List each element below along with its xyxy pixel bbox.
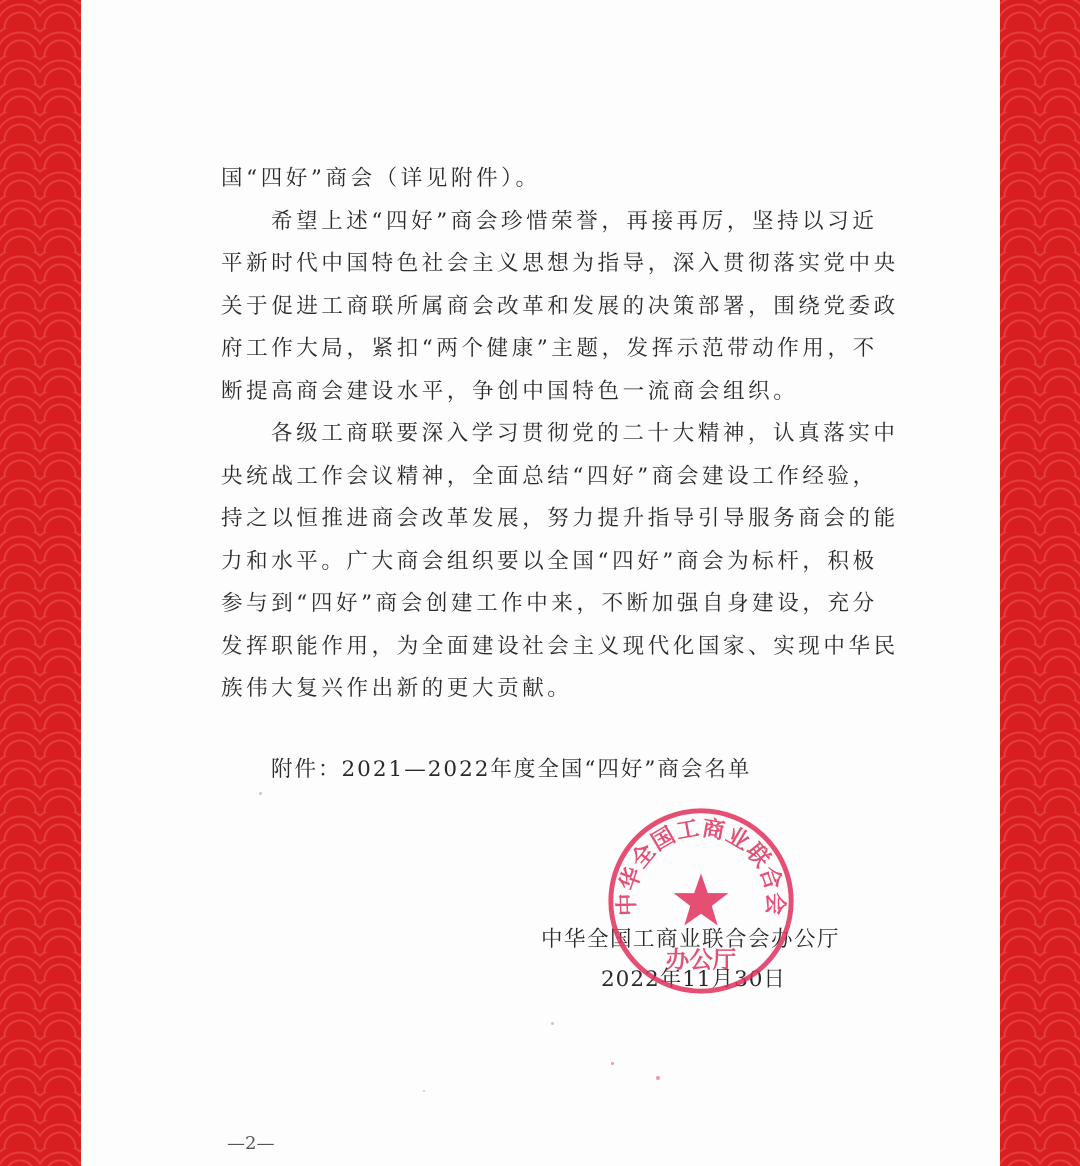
scan-speck [656,1076,660,1080]
paragraph-2-line-4: 府工作大局，紧扣“两个健康”主题，发挥示范带动作用，不 [221,336,878,361]
scan-speck [259,792,262,795]
paragraph-3-line-6: 发挥职能作用，为全面建设社会主义现代化国家、实现中华民 [221,633,899,659]
issue-date: 2022年11月30日 [601,967,786,992]
left-red-border [0,0,81,1166]
right-red-border [1000,0,1080,1166]
paragraph-2-line-2: 平新时代中国特色社会主义思想为指导，深入贯彻落实党中央 [221,251,899,276]
document-page [81,0,1000,1166]
paragraph-1-line-1: 国“四好”商会（详见附件）。 [221,166,541,191]
seal-ring-text: 中华全国工商业联合会 [614,815,788,917]
official-seal-stamp [603,803,799,999]
scan-speck [423,1090,425,1092]
page-number: —2— [227,1133,275,1154]
issuer-signature: 中华全国工商业联合会办公厅 [541,927,841,952]
paragraph-3-line-7: 族伟大复兴作出新的更大贡献。 [221,676,573,701]
paragraph-3-line-5: 参与到“四好”商会创建工作中来，不断加强自身建设，充分 [221,591,878,616]
paragraph-2-line-3: 关于促进工商联所属商会改革和发展的决策部署，围绕党委政 [221,293,899,319]
paragraph-2-line-5: 断提高商会建设水平，争创中国特色一流商会组织。 [221,378,799,404]
paragraph-3-line-3: 持之以恒推进商会改革发展，努力提升指导引导服务商会的能 [221,506,899,531]
paragraph-3-line-2: 央统战工作会议精神，全面总结“四好”商会建设工作经验， [221,463,878,489]
scan-speck [611,1062,614,1065]
paragraph-3-line-4: 力和水平。广大商会组织要以全国“四好”商会为标杆，积极 [221,548,878,574]
body-text [221,158,901,711]
scan-speck [551,1022,554,1025]
attachment-note: 附件：2021—2022年度全国“四好”商会名单 [271,757,752,782]
paragraph-2-line-1: 希望上述“四好”商会珍惜荣誉，再接再厉，坚持以习近 [271,208,878,234]
seal-bottom-text: 办公厅 [665,945,737,974]
star-icon [674,874,729,926]
paragraph-3-line-1: 各级工商联要深入学习贯彻党的二十大精神，认真落实中 [271,421,899,446]
